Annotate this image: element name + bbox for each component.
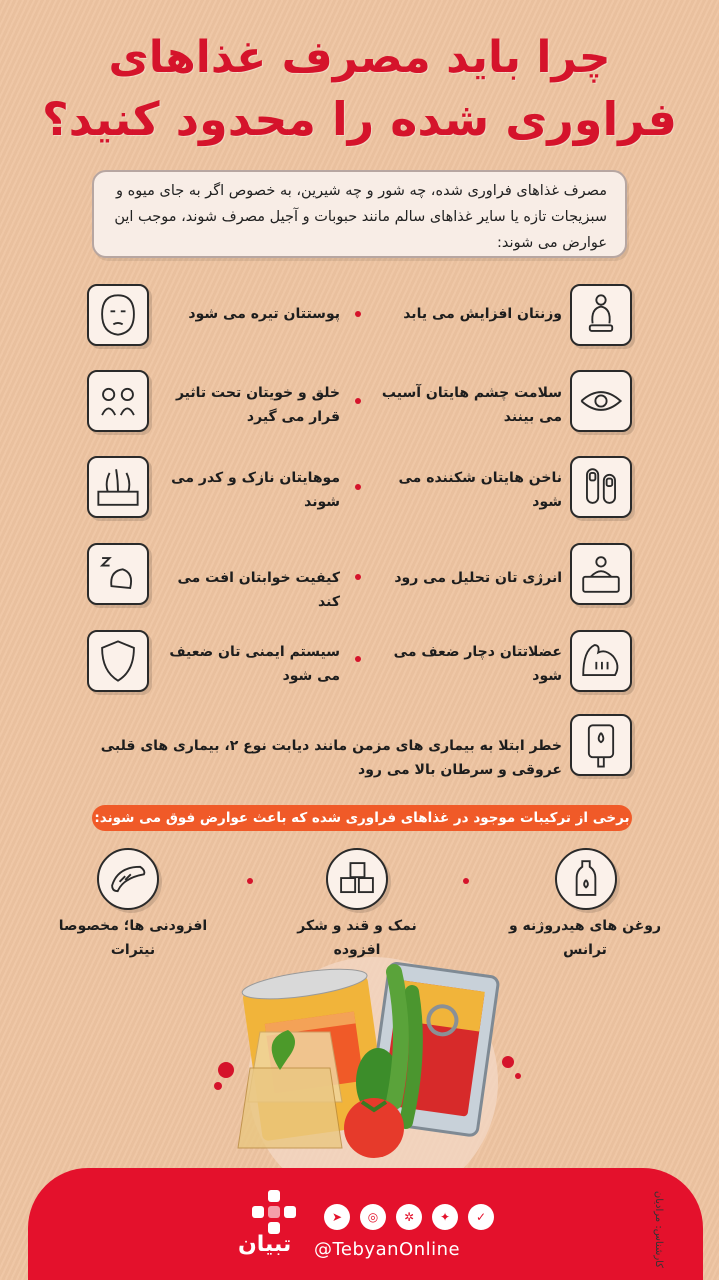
tebyan-logo-text: تبیان: [238, 1232, 292, 1257]
sleep-icon: [87, 543, 149, 605]
expert-credit: کارشناس: مرادیان: [653, 1190, 664, 1268]
effect-energy: انرژی تان تحلیل می رود: [394, 570, 562, 586]
effect-weight: وزنتان افزایش می یابد: [403, 306, 562, 322]
muscle-icon: [570, 630, 632, 692]
effect-sleep: کیفیت خوابتان افت می کند: [177, 570, 340, 610]
food-illustration: [208, 952, 528, 1168]
weight-scale-icon: [570, 284, 632, 346]
effect-muscles: عضلاتتان دچار ضعف می شود: [393, 644, 562, 684]
sausage-roll-icon: [97, 848, 159, 910]
page-title-line1: چرا باید مصرف غذاهای: [108, 32, 611, 83]
glucose-meter-icon: [570, 714, 632, 776]
effect-eyes: سلامت چشم هایتان آسیب می بینند: [381, 385, 562, 425]
effect-nails: ناخن هایتان شکننده می شود: [398, 470, 562, 510]
ingredient-additives: افزودنی ها؛ مخصوصا نیترات: [58, 918, 208, 958]
link-icon[interactable]: ✓: [468, 1204, 494, 1230]
shield-icon: [87, 630, 149, 692]
bullet-dot: [355, 484, 361, 490]
intro-box: مصرف غذاهای فراوری شده، چه شور و چه شیرین، به خصوص اگر به جای میوه و سبزیجات تازه یا سایر غذاهای سالم مانند حبوبات و آجیل مصرف شوند، موجب این عوارض می شوند:: [92, 170, 627, 258]
bullet-dot: [355, 574, 361, 580]
effect-skin: پوستتان تیره می شود: [188, 306, 340, 322]
social-handle[interactable]: @TebyanOnline: [314, 1239, 461, 1260]
hair-icon: [87, 456, 149, 518]
bullet-dot: [355, 398, 361, 404]
oil-bottle-icon: [555, 848, 617, 910]
ingredient-oil: روغن های هیدروژنه و ترانس: [508, 918, 662, 958]
mood-icon: [87, 370, 149, 432]
ingredient-salt-sugar: نمک و قند و شکر افزوده: [297, 918, 417, 958]
bullet-dot: [247, 878, 253, 884]
effect-immune: سیستم ایمنی تان ضعیف می شود: [169, 644, 340, 684]
ingredients-banner: برخی از ترکیبات موجود در غذاهای فراوری شده که باعث عوارض فوق می شوند:: [92, 805, 632, 831]
effect-mood: خلق و خویتان تحت تاثیر قرار می گیرد: [175, 385, 340, 425]
twitter-icon[interactable]: ✦: [432, 1204, 458, 1230]
page-title-line2: فراوری شده را محدود کنید؟: [42, 92, 677, 146]
eye-icon: [570, 370, 632, 432]
effect-hair: موهایتان نازک و کدر می شوند: [171, 470, 340, 510]
nail-icon: [570, 456, 632, 518]
effect-disease: خطر ابتلا به بیماری های مزمن مانند دیابت نوع ۲، بیماری های قلبی عروقی و سرطان بالا می رود: [100, 738, 562, 778]
aparat-icon[interactable]: ✲: [396, 1204, 422, 1230]
telegram-icon[interactable]: ➤: [324, 1204, 350, 1230]
low-energy-icon: [570, 543, 632, 605]
bullet-dot: [355, 311, 361, 317]
instagram-icon[interactable]: ◎: [360, 1204, 386, 1230]
bullet-dot: [355, 656, 361, 662]
sugar-cubes-icon: [326, 848, 388, 910]
bullet-dot: [463, 878, 469, 884]
face-icon: [87, 284, 149, 346]
tebyan-logo-mark: [252, 1190, 296, 1234]
